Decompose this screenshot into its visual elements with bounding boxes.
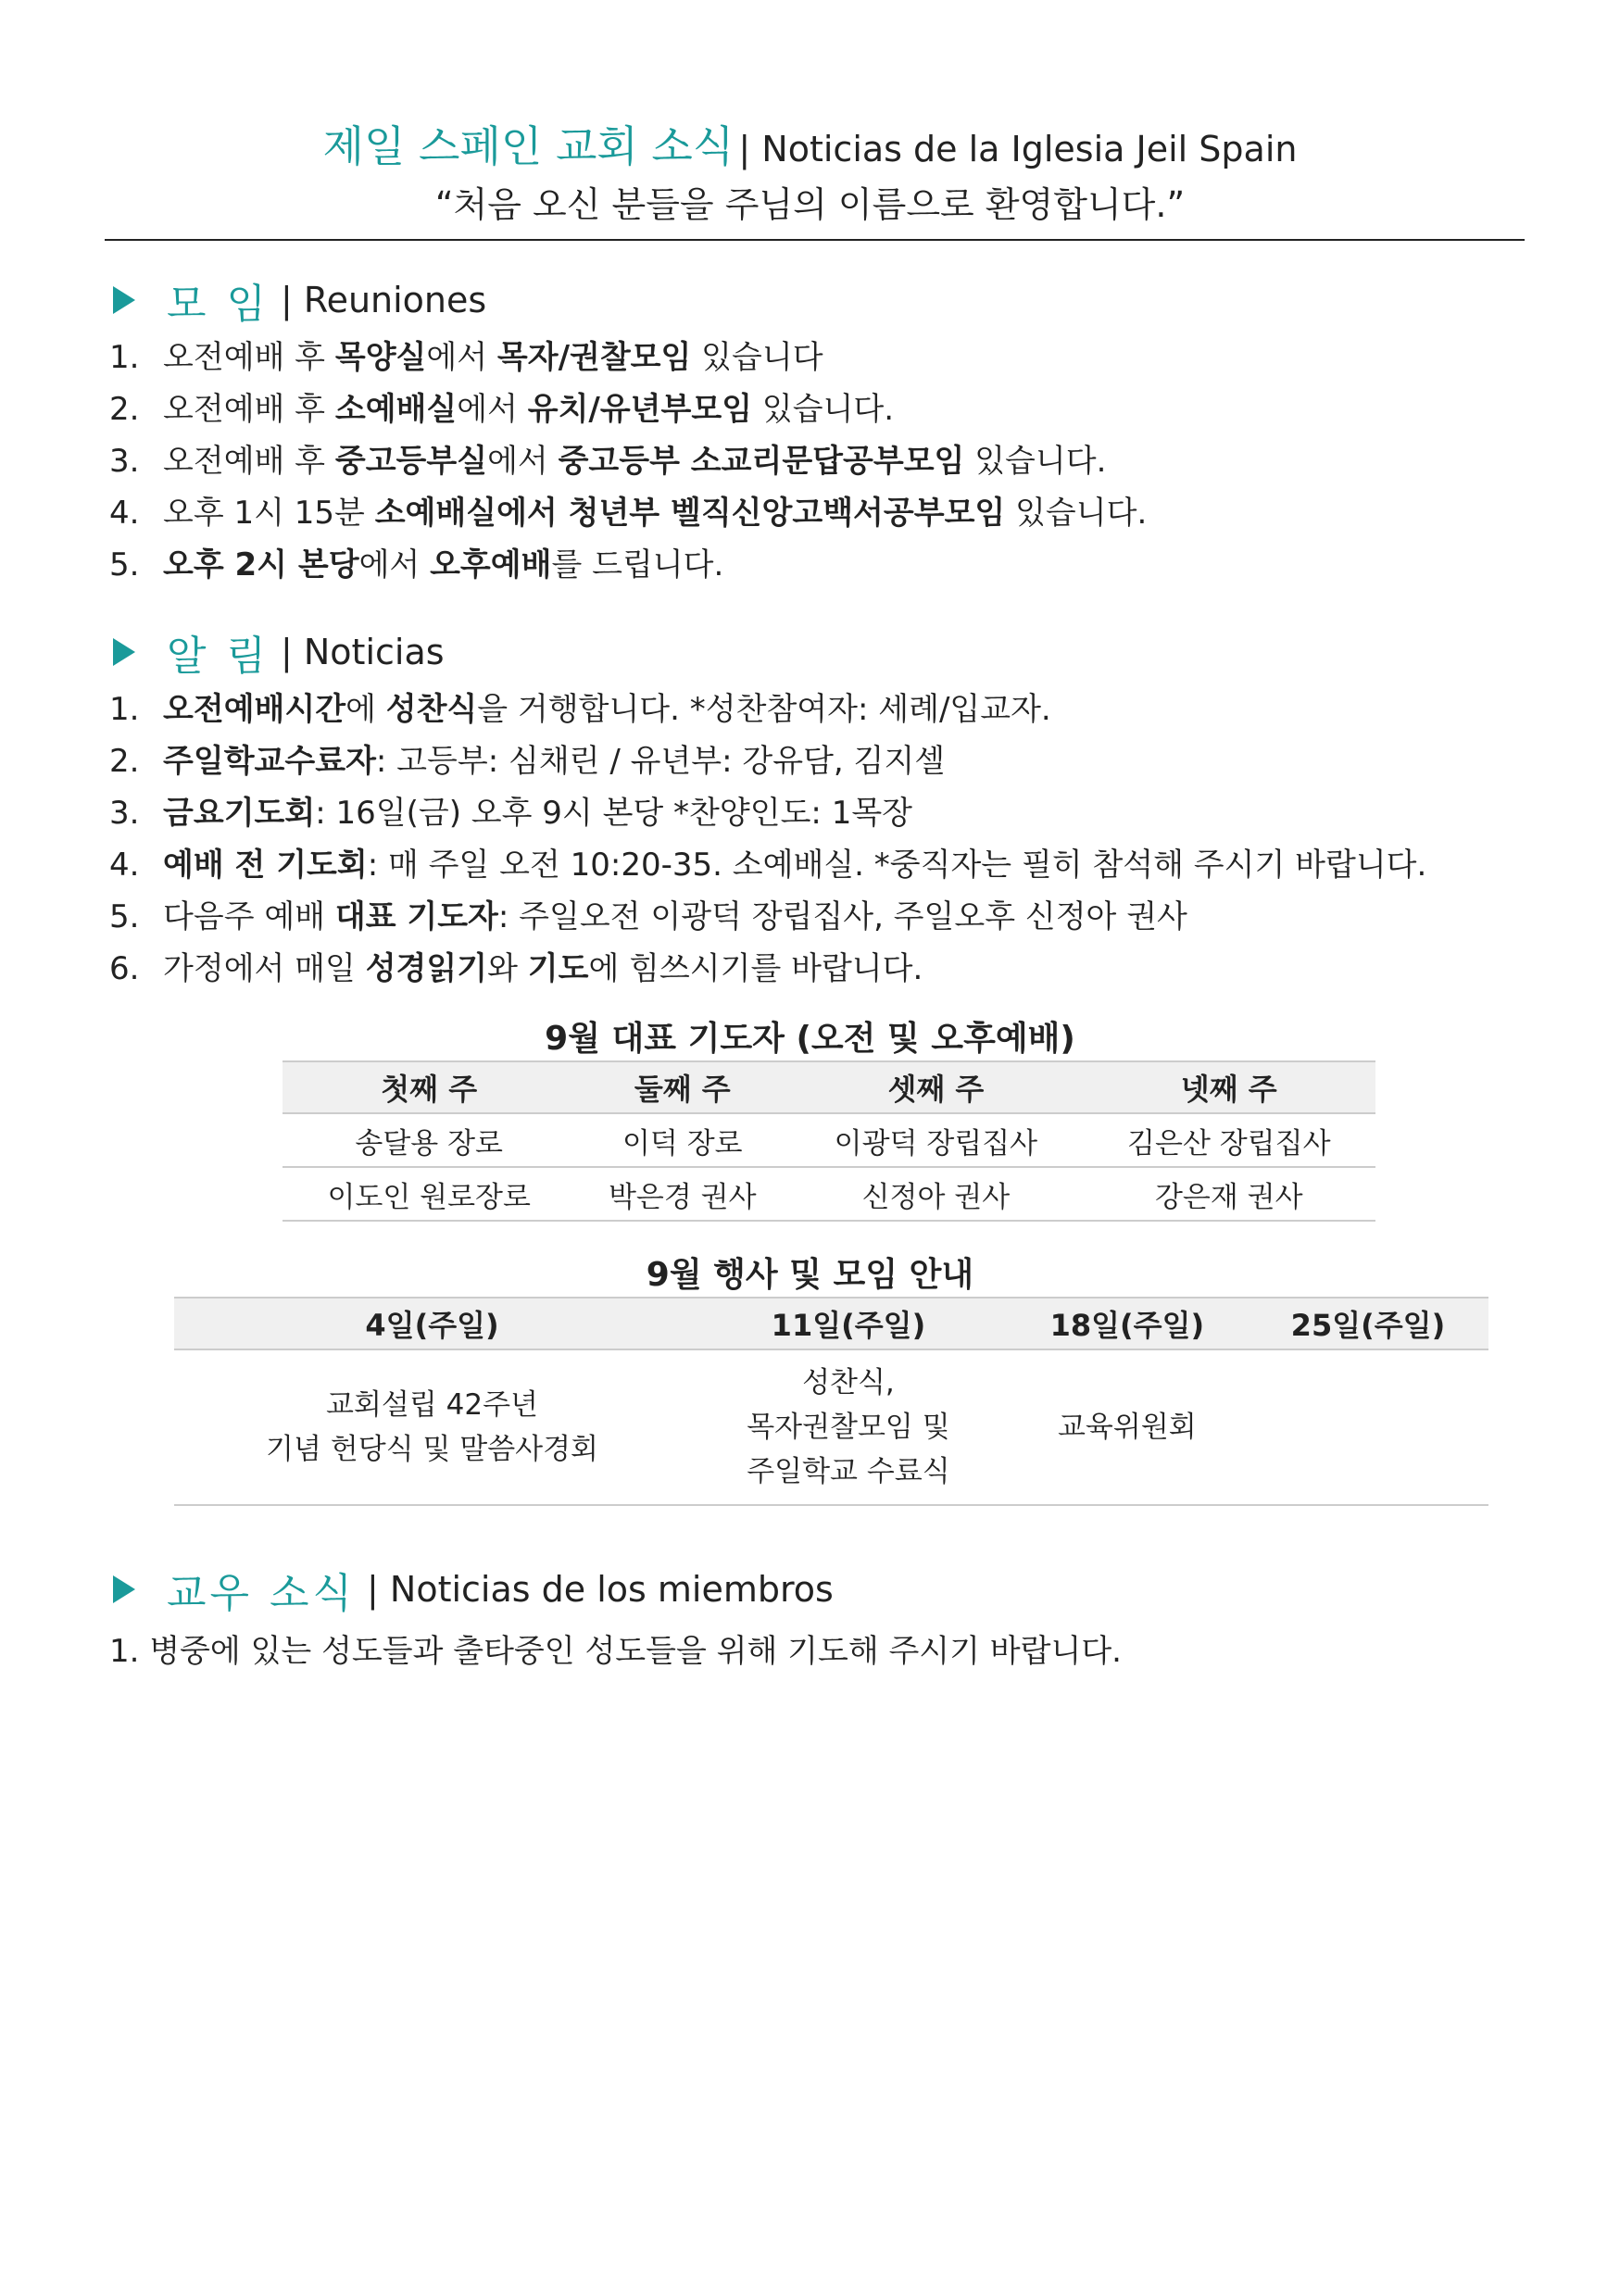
welcome-quote: “처음 오신 분들을 주님의 이름으로 환영합니다.”	[434, 184, 1186, 225]
page-title-spanish: | Noticias de la Iglesia Jeil Spain	[738, 129, 1298, 169]
list-text: 오전예배 후	[163, 443, 335, 480]
list-number: 1.	[109, 339, 140, 376]
table-header-cell: 둘째 주	[575, 1061, 789, 1113]
list-item	[109, 735, 945, 781]
emphasis-text: 기도	[527, 950, 589, 987]
table-header-cell: 11일(주일)	[690, 1298, 1007, 1349]
list-number: 6.	[109, 950, 140, 987]
list-text: 있습니다.	[964, 443, 1107, 480]
list-text: : 주일오전 이광덕 장립집사, 주일오후 신정아 권사	[497, 898, 1187, 935]
table-header-cell: 넷째 주	[1083, 1061, 1375, 1113]
table-row	[283, 1113, 1375, 1167]
list-text: 오전예배 후	[163, 339, 335, 376]
list-number: 1.	[109, 691, 140, 728]
list-text: : 16일(금) 오후 9시 본당 *찬양인도: 1목장	[315, 795, 913, 832]
list-item	[109, 435, 1106, 481]
section-heading-notices	[113, 622, 445, 682]
section-heading-meetings	[113, 270, 486, 330]
list-number: 3.	[109, 795, 140, 832]
emphasis-text: 소예배실	[334, 391, 458, 428]
emphasis-text: 성찬식	[385, 691, 478, 728]
list-number: 2.	[109, 391, 140, 428]
list-text: 에서	[426, 339, 497, 376]
table-header-row	[174, 1298, 1488, 1349]
table-cell: 박은경 권사	[575, 1167, 789, 1221]
prayer-table	[283, 1060, 1375, 1222]
list-number: 2.	[109, 743, 140, 780]
table-header-cell: 셋째 주	[789, 1061, 1082, 1113]
table-header-row	[283, 1061, 1375, 1113]
section-heading-members	[113, 1560, 834, 1619]
table-cell	[1248, 1349, 1488, 1505]
emphasis-text: 오후예배	[430, 546, 552, 583]
table-header-cell: 첫째 주	[283, 1061, 575, 1113]
table-cell: 이덕 장로	[575, 1113, 789, 1167]
list-text: 에서	[487, 443, 559, 480]
list-text: 있습니다	[691, 339, 823, 376]
list-number: 4.	[109, 495, 140, 532]
list-text: : 고등부: 심채린 / 유년부: 강유담, 김지셀	[375, 743, 946, 780]
prayer-table-title: 9월 대표 기도자 (오전 및 오후예배)	[545, 1020, 1075, 1058]
emphasis-text: 오전예배시간	[163, 691, 346, 728]
section-title-korean: 교우 소식	[167, 1570, 357, 1617]
list-text: 다음주 예배	[163, 898, 335, 935]
emphasis-text: 오후 2시 본당	[163, 546, 359, 583]
emphasis-text: 예배 전 기도회	[163, 847, 368, 884]
members-list-item: 1. 병중에 있는 성도들과 출타중인 성도들을 위해 기도해 주시기 바랍니다.	[109, 1633, 1122, 1670]
list-text: 에서	[457, 391, 528, 428]
list-text: 오후 1시 15분	[163, 495, 375, 532]
list-text: : 매 주일 오전 10:20-35. 소예배실. *중직자는 필히 참석해 주시기 바랍니다.	[367, 847, 1427, 884]
emphasis-text: 주일학교수료자	[163, 743, 376, 780]
table-cell: 강은재 권사	[1083, 1167, 1375, 1221]
list-text: 있습니다.	[752, 391, 895, 428]
emphasis-text: 소예배실에서 청년부 벨직신앙고백서공부모임	[374, 495, 1006, 532]
page-title	[0, 113, 1620, 174]
emphasis-text: 중고등부 소교리문답공부모임	[558, 443, 965, 480]
triangle-bullet-icon	[113, 286, 135, 314]
list-item	[109, 383, 894, 429]
list-item	[109, 787, 912, 833]
emphasis-text: 유치/유년부모임	[527, 391, 753, 428]
table-cell: 신정아 권사	[789, 1167, 1082, 1221]
list-item	[109, 684, 1051, 729]
triangle-bullet-icon	[113, 1575, 135, 1603]
section-title-spanish: | Reuniones	[281, 280, 487, 320]
list-text: 에	[345, 691, 386, 728]
table-cell	[174, 1349, 690, 1505]
table-cell: 송달용 장로	[283, 1113, 575, 1167]
list-text: 오전예배 후	[163, 391, 335, 428]
list-text: 에서	[358, 546, 431, 583]
table-cell: 이도인 원로장로	[283, 1167, 575, 1221]
table-header-cell: 25일(주일)	[1248, 1298, 1488, 1349]
table-header-cell: 18일(주일)	[1007, 1298, 1248, 1349]
cell-line: 교육위원회	[1057, 1411, 1197, 1444]
table-cell	[690, 1349, 1007, 1505]
section-title-spanish: | Noticias de los miembros	[367, 1569, 834, 1610]
table-row	[174, 1349, 1488, 1505]
emphasis-text: 중고등부실	[334, 443, 488, 480]
list-text: 있습니다.	[1005, 495, 1148, 532]
cell-line: 성찬식,	[802, 1366, 895, 1399]
list-text: 을 거행합니다. *성찬참여자: 세례/입교자.	[477, 691, 1051, 728]
list-text: 를 드립니다.	[551, 546, 724, 583]
list-item	[109, 332, 823, 377]
list-number: 5.	[109, 898, 140, 935]
section-title-korean: 알 림	[167, 633, 270, 680]
page-title-korean: 제일 스페인 교회 소식	[322, 121, 735, 171]
cell-line: 목자권찰모임 및	[747, 1411, 950, 1444]
cell-line: 교회설립 42주년	[326, 1388, 539, 1422]
list-number: 5.	[109, 546, 140, 583]
cell-line: 주일학교 수료식	[747, 1455, 950, 1488]
table-row	[283, 1167, 1375, 1221]
cell-line: 기념 헌당식 및 말씀사경회	[266, 1433, 598, 1466]
emphasis-text: 목자/권찰모임	[496, 339, 692, 376]
event-table	[174, 1297, 1488, 1506]
table-cell	[1007, 1349, 1248, 1505]
list-item	[109, 487, 1147, 533]
table-header-cell: 4일(주일)	[174, 1298, 690, 1349]
list-item	[109, 943, 923, 988]
emphasis-text: 대표 기도자	[334, 898, 498, 935]
table-cell: 이광덕 장립집사	[789, 1113, 1082, 1167]
emphasis-text: 금요기도회	[163, 795, 316, 832]
list-item	[109, 539, 723, 584]
event-table-title: 9월 행사 및 모임 안내	[646, 1256, 974, 1294]
emphasis-text: 성경읽기	[365, 950, 488, 987]
triangle-bullet-icon	[113, 638, 135, 666]
list-text: 에 힘쓰시기를 바랍니다.	[588, 950, 923, 987]
list-number: 4.	[109, 847, 140, 884]
list-item	[109, 839, 1426, 885]
section-title-korean: 모 임	[167, 281, 270, 328]
list-item	[109, 891, 1187, 936]
list-number: 3.	[109, 443, 140, 480]
emphasis-text: 목양실	[334, 339, 427, 376]
header-divider	[105, 239, 1525, 241]
list-text: 가정에서 매일	[163, 950, 366, 987]
table-cell: 김은산 장립집사	[1083, 1113, 1375, 1167]
list-text: 와	[487, 950, 528, 987]
section-title-spanish: | Noticias	[281, 632, 445, 672]
